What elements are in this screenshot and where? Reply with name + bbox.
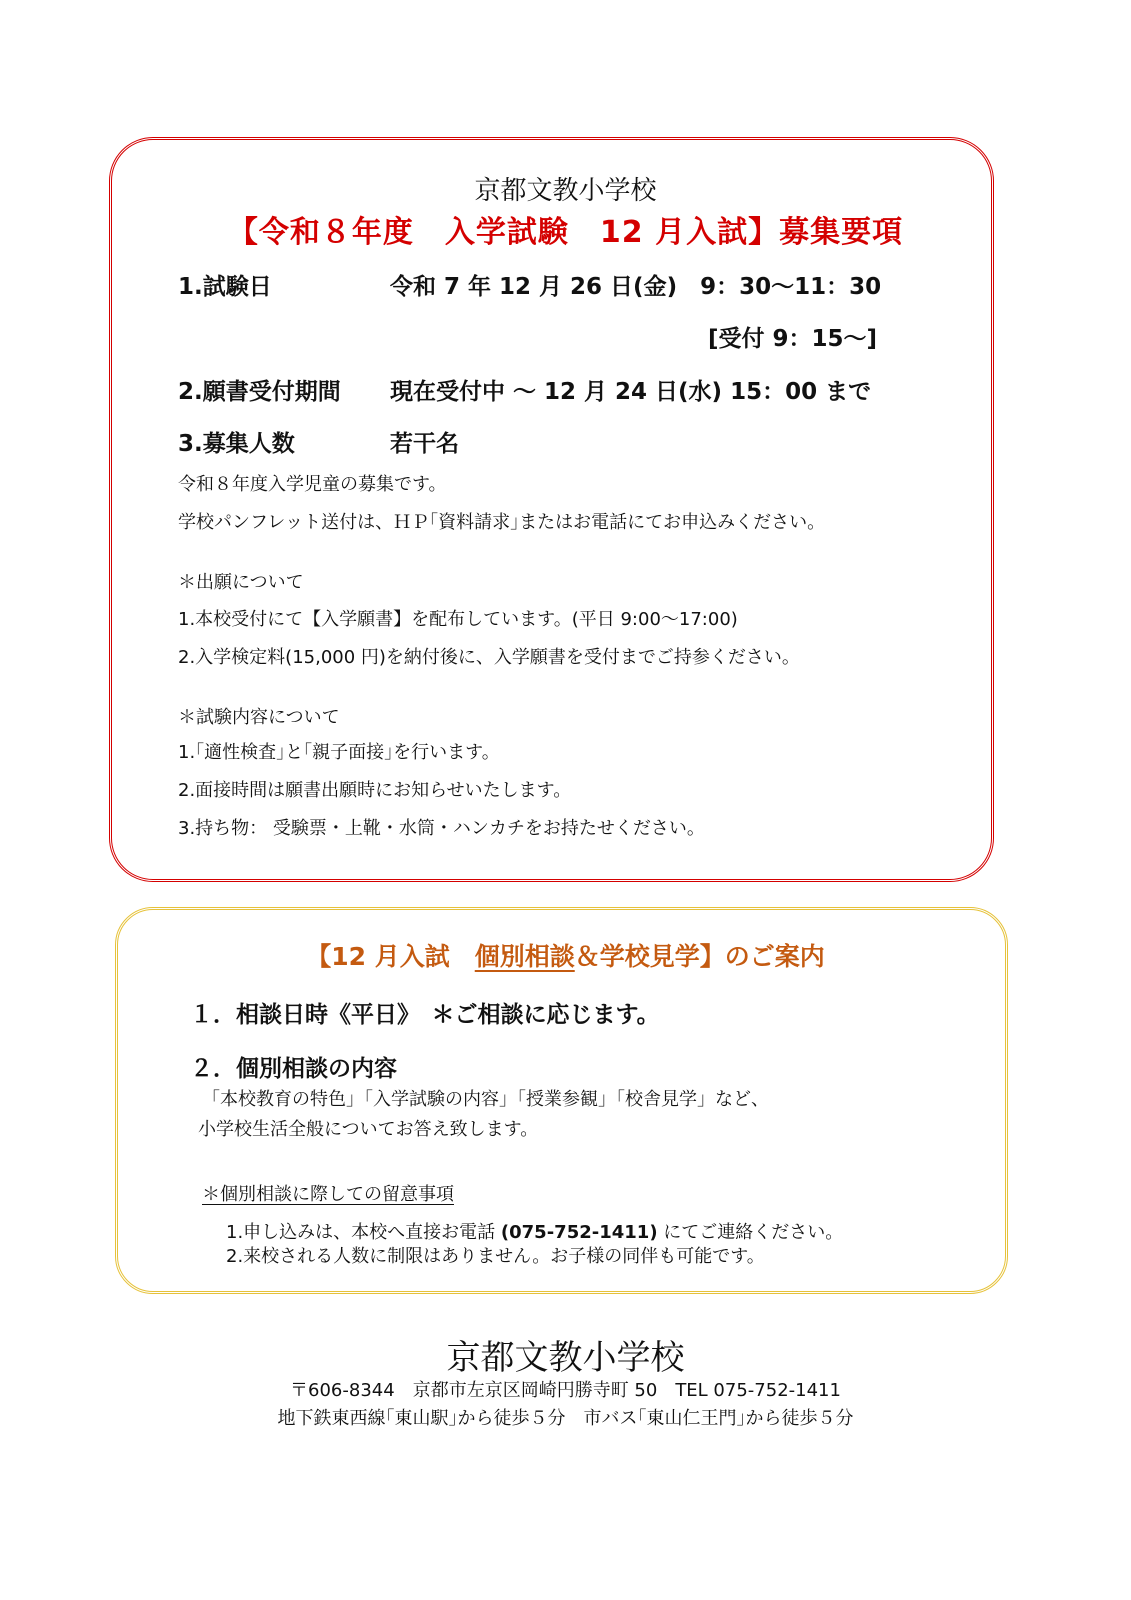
consultation-title-suffix: ＆学校見学】のご案内 (574, 942, 825, 971)
consultation-title-underlined: 個別相談 (474, 942, 575, 971)
application-period-value: 現在受付中 ～ 12 月 24 日(水) 15：00 まで (390, 379, 872, 405)
consultation-content-line: 小学校生活全般についてお答え致します。 (198, 1119, 539, 1140)
exam-content-line: 2.面接時間は願書出願時にお知らせいたします。 (178, 780, 572, 801)
consultation-note-text: にてご連絡ください。 (657, 1222, 844, 1243)
exam-date-value: 令和 7 年 12 月 26 日(金) 9：30〜11：30 (390, 274, 882, 300)
footer-school-name: 京都文教小学校 (446, 1338, 685, 1378)
consultation-datetime: １．相談日時《平日》 ＊ご相談に応じます。 (190, 1002, 660, 1028)
consultation-note: 2.来校される人数に制限はありません。お子様の同伴も可能です。 (226, 1246, 765, 1267)
exam-date-label: 1.試験日 (178, 274, 272, 300)
application-line: 1.本校受付にて【入学願書】を配布しています。(平日 9:00〜17:00) (178, 609, 738, 630)
consultation-content-heading: ２．個別相談の内容 (190, 1056, 397, 1082)
exam-content-line: 3.持ち物： 受験票・上靴・水筒・ハンカチをお持たせください。 (178, 818, 705, 839)
consultation-notes-heading: ＊個別相談に際しての留意事項 (202, 1184, 454, 1205)
reception-time: [受付 9：15〜] (708, 326, 878, 352)
consultation-content-line: 「本校教育の特色」「入学試験の内容」「授業参観」「校舎見学」など、 (202, 1089, 769, 1110)
application-period-label: 2.願書受付期間 (178, 379, 341, 405)
footer-address: 〒606-8344 京都市左京区岡崎円勝寺町 50 TEL 075-752-1411 (290, 1380, 841, 1401)
capacity-value: 若干名 (390, 431, 459, 457)
recruitment-title: 【令和８年度 入学試験 12 月入試】募集要項 (227, 215, 904, 250)
exam-content-heading: ＊試験内容について (178, 707, 340, 728)
phone-number: (075-752-1411) (500, 1222, 658, 1243)
exam-content-line: 1.｢適性検査｣と｢親子面接｣を行います。 (178, 742, 500, 763)
consultation-note-text: 1.申し込みは、本校へ直接お電話 (226, 1222, 501, 1243)
footer-access: 地下鉄東西線｢東山駅｣から徒歩５分 市バス｢東山仁王門｣から徒歩５分 (277, 1408, 854, 1429)
consultation-title-prefix: 【12 月入試 (306, 942, 475, 971)
application-line: 2.入学検定料(15,000 円)を納付後に、入学願書を受付までご持参ください。 (178, 647, 800, 668)
application-heading: ＊出願について (178, 572, 304, 593)
school-name-header: 京都文教小学校 (474, 176, 657, 206)
intro-line: 学校パンフレット送付は、ＨＰ｢資料請求｣またはお電話にてお申込みください。 (178, 512, 826, 533)
consultation-title (0, 937, 1131, 973)
intro-line: 令和８年度入学児童の募集です。 (178, 474, 447, 495)
capacity-label: 3.募集人数 (178, 431, 295, 457)
consultation-note (226, 1218, 843, 1244)
